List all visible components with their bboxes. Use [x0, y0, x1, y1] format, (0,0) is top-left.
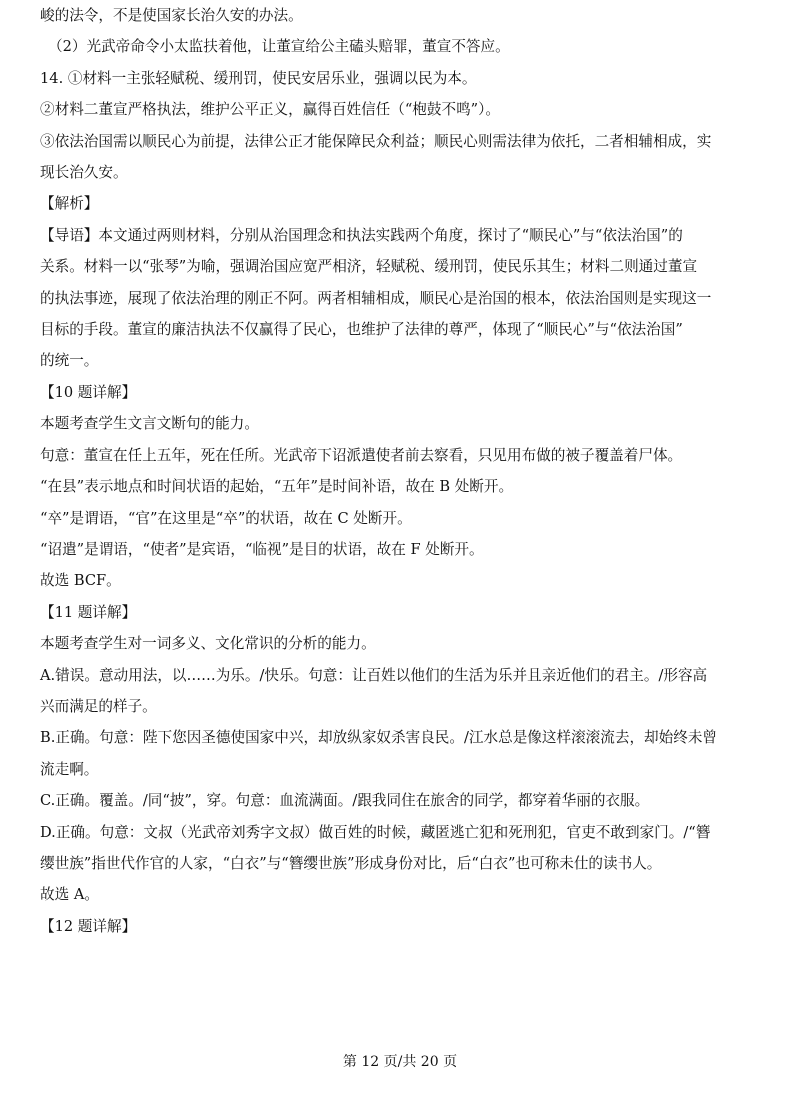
text-line: 本题考查学生对一词多义、文化常识的分析的能力。 — [40, 635, 376, 653]
text-line: “诏遣”是谓语，“使者”是宾语，“临视”是目的状语，故在 F 处断开。 — [40, 540, 484, 558]
text-line: 句意：董宣在任上五年，死在任所。光武帝下诏派遣使者前去察看，只见用布做的被子覆盖着尸体。 — [40, 446, 683, 464]
section-heading: 【11 题详解】 — [40, 603, 137, 621]
text-line: 峻的法令，不是使国家长治久安的办法。 — [40, 7, 303, 24]
text-line: ②材料二董宣严格执法，维护公平正义，赢得百姓信任（“枹鼓不鸣”）。 — [40, 101, 501, 119]
text-line: 故选 BCF。 — [40, 572, 121, 590]
text-line: 【导语】本文通过两则材料，分别从治国理念和执法实践两个角度，探讨了“顺民心”与“依法治国”的 — [40, 226, 683, 244]
text-line: 关系。材料一以“张琴”为喻，强调治国应宽严相济，轻赋税、缓刑罚，使民乐其生；材料二则通过董宣 — [40, 258, 698, 276]
section-heading: 【12 题详解】 — [40, 917, 137, 935]
text-line: 本题考查学生文言文断句的能力。 — [40, 415, 259, 433]
text-line: D.正确。句意：文叔（光武帝刘秀字文叔）做百姓的时候，藏匿逃亡犯和死刑犯，官吏不敢到家门。/“簪 — [40, 823, 711, 841]
text-line: 14. ①材料一主张轻赋税、缓刑罚，使民安居乐业，强调以民为本。 — [40, 69, 477, 87]
text-line: C.正确。覆盖。/同“披”，穿。句意：血流满面。/跟我同住在旅舍的同学，都穿着华丽的衣服。 — [40, 792, 650, 810]
text-line: ③依法治国需以顺民心为前提，法律公正才能保障民众利益；顺民心则需法律为依托，二者相辅相成，实 — [40, 132, 712, 150]
section-heading: 【解析】 — [40, 195, 99, 213]
text-line: 目标的手段。董宣的廉洁执法不仅赢得了民心，也维护了法律的尊严，体现了“顺民心”与“依法治国” — [40, 321, 683, 339]
section-heading: 【10 题详解】 — [40, 383, 137, 401]
document-body — [40, 0, 770, 942]
text-line: 故选 A。 — [40, 886, 99, 904]
text-line: 的执法事迹，展现了依法治理的刚正不阿。两者相辅相成，顺民心是治国的根本，依法治国则是实现这一 — [40, 289, 712, 307]
text-line: 缨世族”指世代作官的人家，“白衣”与“簪缨世族”形成身份对比，后“白衣”也可称未仕的读书人。 — [40, 854, 662, 872]
text-line: （2）光武帝命令小太监扶着他，让董宣给公主磕头赔罪，董宣不答应。 — [48, 38, 510, 56]
text-line: 现长治久安。 — [40, 164, 128, 182]
text-line: “卒”是谓语，“官”在这里是“卒”的状语，故在 C 处断开。 — [40, 509, 412, 527]
text-line: B.正确。句意：陛下您因圣德使国家中兴，却放纵家奴杀害良民。/江水总是像这样滚滚流去，却始终未曾 — [40, 729, 718, 747]
text-line: A.错误。意动用法，以……为乐。/快乐。句意：让百姓以他们的生活为乐并且亲近他们的君主。/形容高 — [40, 666, 708, 684]
page-number-footer: 第 12 页/共 20 页 — [342, 1054, 458, 1070]
text-line: 兴而满足的样子。 — [40, 697, 157, 715]
text-line: “在县”表示地点和时间状语的起始，“五年”是时间补语，故在 B 处断开。 — [40, 478, 514, 496]
text-line: 的统一。 — [40, 352, 99, 370]
text-line: 流走啊。 — [40, 760, 99, 778]
